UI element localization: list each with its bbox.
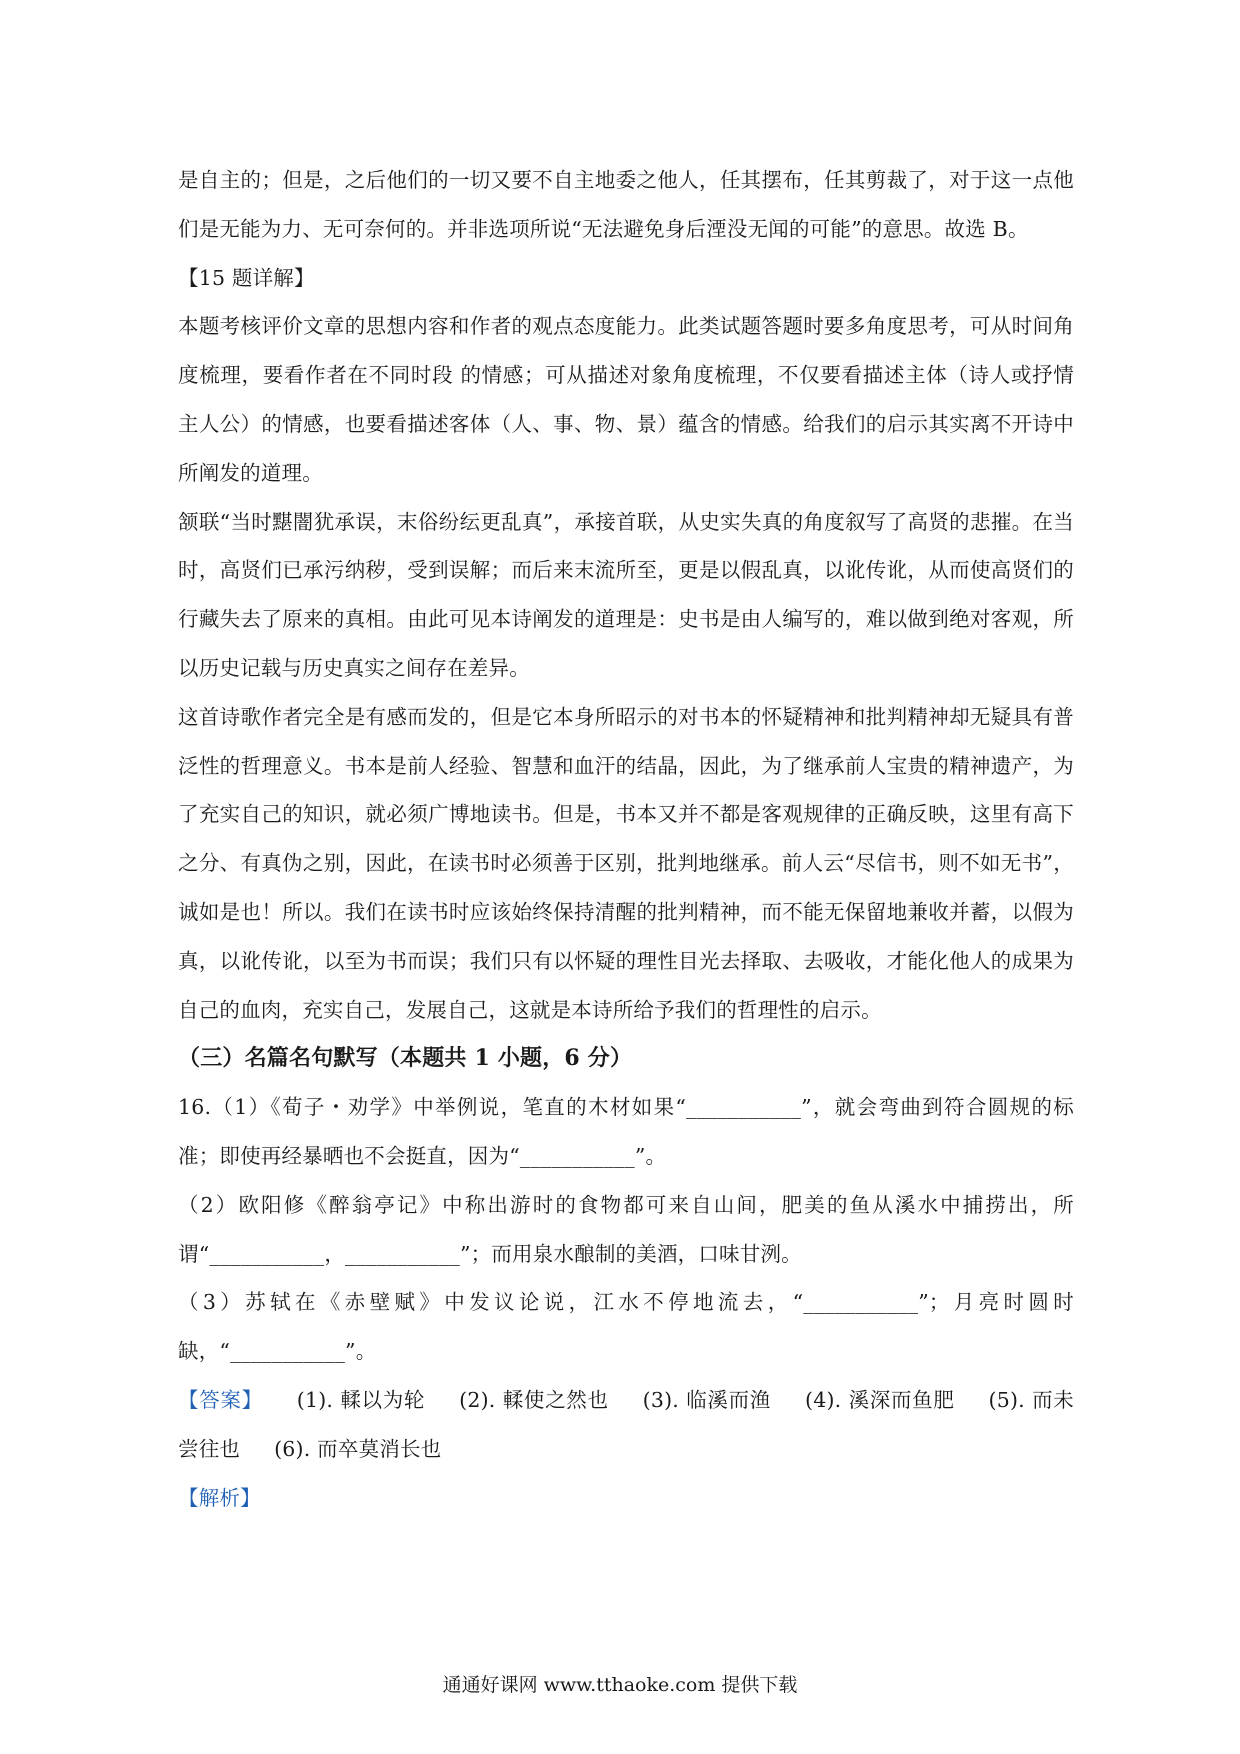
answer-item: (4). 溪深而鱼肥 xyxy=(805,1387,955,1412)
paragraph-method: 本题考核评价文章的思想内容和作者的观点态度能力。此类试题答题时要多角度思考，可从时间角度梳理，要看作者在不同时段 的情感；可从描述对象角度梳理，不仅要看描述主体（诗人或抒情 主人公）的情感，也要看描述客体（人、事、物、景）蕴含的情感。给我们的启示其实离不开诗中所阐发的道理。 xyxy=(178,314,1074,485)
document-body xyxy=(178,156,1074,1522)
question-16-part-2: （2）欧阳修《醉翁亭记》中称出游时的食物都可来自山间，肥美的鱼从溪水中捕捞出，所谓“___________，___________”；而用泉水酿制的美酒，口味甘洌。 xyxy=(178,1192,1074,1266)
paragraph-continuation: 是自主的；但是，之后他们的一切又要不自主地委之他人，任其摆布，任其剪裁了，对于这一点他们是无能为力、无可奈何的。并非选项所说“无法避免身后湮没无闻的可能”的意思。故选 B。 xyxy=(178,168,1074,241)
paragraph-couplet: 颔联“当时黮闇犹承误，末俗纷纭更乱真”，承接首联，从史实失真的角度叙写了高贤的悲摧。在当时，高贤们已承污纳秽，受到误解；而后来末流所至，更是以假乱真，以讹传讹，从而使高贤们的行藏失去了原来的真相。由此可见本诗阐发的道理是：史书是由人编写的，难以做到绝对客观，所以历史记载与历史真实之间存在差异。 xyxy=(178,509,1074,680)
answer-item: (5). 而未尝往也 xyxy=(178,1387,1074,1461)
answer-block xyxy=(178,1376,1074,1474)
page-footer: 通通好课网 www.tthaoke.com 提供下载 xyxy=(442,1674,798,1696)
question-16-part-1: 16.（1）《荀子・劝学》中举例说，笔直的木材如果“___________”，就会弯曲到符合圆规的标准；即使再经暴晒也不会挺直，因为“___________”。 xyxy=(178,1095,1074,1168)
question-16-part-3: （3）苏轼在《赤壁赋》中发议论说，江水不停地流去，“___________”；月亮时圆时缺，“___________”。 xyxy=(178,1290,1074,1364)
paragraph-enlightenment: 这首诗歌作者完全是有感而发的，但是它本身所昭示的对书本的怀疑精神和批判精神却无疑具有普泛性的哲理意义。书本是前人经验、智慧和血汗的结晶，因此，为了继承前人宝贵的精神遗产，为了充实自己的知识，就必须广博地读书。但是，书本又并不都是客观规律的正确反映，这里有高下之分、有真伪之别，因此，在读书时必须善于区别，批判地继承。前人云“尽信书，则不如无书”，诚如是也！所以。我们在读书时应该始终保持清醒的批判精神，而不能无保留地兼收并蓄，以假为真，以讹传讹，以至为书而误；我们只有以怀疑的理性目光去择取、去吸收，才能化他人的成果为自己的血肉，充实自己，发展自己，这就是本诗所给予我们的哲理性的启示。 xyxy=(178,704,1074,1022)
question-15-heading: 【15 题详解】 xyxy=(178,265,315,290)
answer-item: (1). 輮以为轮 xyxy=(296,1387,426,1412)
section-heading: （三）名篇名句默写（本题共 1 小题，6 分） xyxy=(178,1045,633,1072)
answer-item: (6). 而卒莫消长也 xyxy=(274,1436,442,1461)
answer-item: (2). 輮使之然也 xyxy=(459,1387,609,1412)
answer-label: 【答案】 xyxy=(178,1387,263,1412)
analysis-label: 【解析】 xyxy=(178,1485,261,1510)
answer-item: (3). 临溪而渔 xyxy=(642,1387,771,1412)
